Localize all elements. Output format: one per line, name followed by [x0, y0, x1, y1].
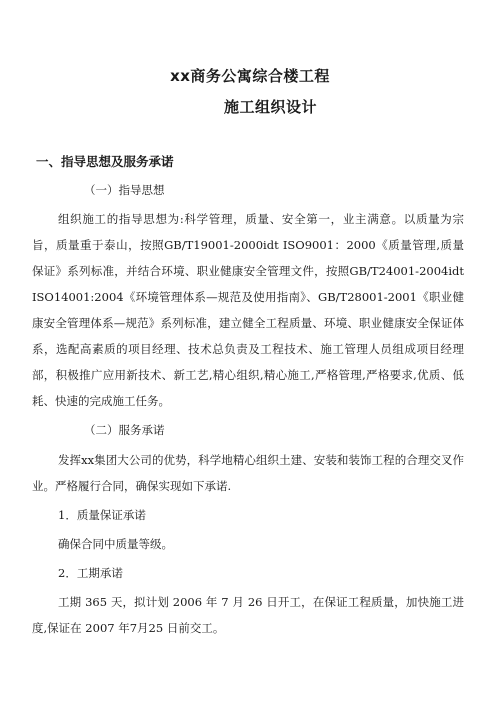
document-subtitle: 施工组织设计: [224, 98, 318, 116]
item-text-quality: 确保合同中质量等级。: [58, 536, 173, 551]
document-title: xx商务公寓综合楼工程: [170, 67, 330, 85]
item-heading-schedule: 2．工期承诺: [58, 566, 123, 581]
paragraph-service-commitment: 发挥xx集团大公司的优势，科学地精心组织土建、安装和装饰工程的合理交叉作业。严格履行合同，确保实现如下承诺.: [32, 452, 464, 493]
item-text-schedule: 工期 365 天，拟计划 2006 年 7 月 26 日开工，在保证工程质量，加快施工进度,保证在 2007 年7月25 日前交工。: [32, 595, 464, 636]
paragraph-guiding-ideas: 组织施工的指导思想为:科学管理，质量、安全第一，业主满意。以质量为宗旨，质量重于泰山，按照GB/T19001-2000idt ISO9001：2000《质量管理,质量保证》系列标准，并结合环境、职业健康安全管理文件，按照GB/T24001-2004idt ISO14001:2004《环境管理体系—规范及使用指南》、GB/T28001-2001《职业健康安全管理体系—规范》系列标准，建立健全工程质量、环境、职业健康安全保证体系，选配高素质的项目经理、技术总负责及工程技术、施工管理人员组成项目经理部，积极推广应用新技术、新工艺,精心组织,精心施工,严格管理,严格要求,优质、低耗、快速的完成施工任务。: [32, 212, 464, 409]
item-heading-quality: 1．质量保证承诺: [58, 507, 146, 522]
document-body: [32, 177, 464, 645]
section-heading: 一、指导思想及服务承诺: [36, 154, 174, 169]
subsection-heading-service-commitment: （二）服务承诺: [84, 423, 165, 438]
subsection-heading-guiding-ideas: （一）指导思想: [84, 183, 165, 197]
